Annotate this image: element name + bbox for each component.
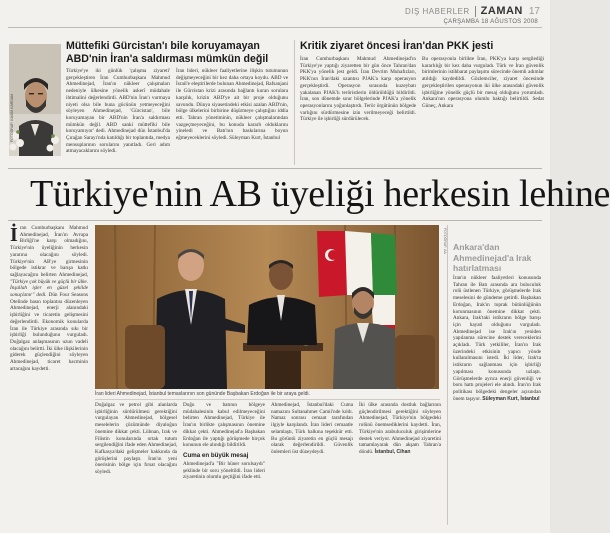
section-label: DIŞ HABERLER bbox=[404, 6, 470, 16]
issue-date: ÇARŞAMBA 18 AĞUSTOS 2008 bbox=[443, 19, 538, 25]
main-story-column-2: Doğalgaz ve petrol gibi alanlarda işbirliğinin sürdürülmesi gerektiğini vurgulayan Ahmedinejad, bölgesel meselelerin çözümünde diyaloğun önemine dikkat çekti. Lübnan, Irak ve Filistin konularında ortak tutum sergilendiğini ifade eden Ahmedinejad, Kafkasya'daki gelişmeler hakkında da görüşlerini paylaştı. İran'ın yeni önerisinin bölge için fırsat olacağını söyledi. bbox=[95, 402, 177, 476]
headline-rule bbox=[8, 220, 542, 221]
sidebar-signoff: Süleyman Kurt, İstanbul bbox=[482, 395, 540, 402]
column-divider bbox=[294, 40, 295, 165]
main-story-quote: "Türkiye çok büyük ve güçlü bir ülke. İnşallah işler en güzel şekilde sonuçlanır" dedi. bbox=[10, 278, 88, 299]
caption-rule bbox=[95, 399, 440, 400]
main-headline[interactable]: Türkiye'nin AB üyeliği herkesin lehine bbox=[30, 173, 610, 215]
page-number: 17 bbox=[528, 5, 540, 17]
photo-caption: İran lideri Ahmedinejad, İstanbul temaslarının son gününde Başbakan Erdoğan ile bir araya geldi. bbox=[95, 391, 310, 397]
sidebar-body: İran'ın nükleer faaliyetleri konusunda Tahran ile Batı arasında ara buluculuk rolü üstlenen Türkiye, görüşmelerde Irak meselesini de gündeme getirdi. Başbakan Erdoğan, Irak'ın toprak bütünlüğünün korunmasının önemine dikkat çekti. Ankara, Irak'taki istikrarın bölge barışı için hayati olduğunu vurguladı. Ahmedinejad ise Irak'ın yeniden yapılanma sürecine destek vereceklerini açıkladı. Türk yetkililer, İran'ın Irak üzerindeki etkisinin yapıcı yönde kullanılmasını istedi. İki lider, Irak'ta istikrarın sağlanması için işbirliği yapılması konusunda uzlaştı. Görüşmelerde ayrıca enerji güvenliği ve boru hattı projeleri ele alındı. İran'ın Irak politikası bölgedeki dengeler açısından önem taşıyor. bbox=[453, 275, 541, 402]
lead-story-2-column-1: İran Cumhurbaşkanı Mahmud Ahmedinejad'ın Türkiye'ye yaptığı ziyaretten bir gün önce Tahran'dan PKK'ya yönelik jest geldi. İran Devrim Muhafızları, PKK'nın İran'daki uzantısı PJAK'a karşı operasyon gerçekleştirdi. Operasyon sırasında kuzeybatı yakalanan PJAK'lı teröristlerin öldürüldüğü bildirildi. İran, son dönemde sınır bölgelerinde PJAK'a yönelik operasyonlarını yoğunlaştırdı. Terör örgütünün bölgede varlığını sürdürmesine izin verilmeyeceği belirtildi. Türkiye ile işbirliği sürdürülecek. bbox=[300, 56, 416, 123]
lead-story-2-headline[interactable]: Kritik ziyaret öncesi İran'dan PKK jesti bbox=[300, 40, 494, 52]
lead-story-1-column-2: İran lideri, nükleer faaliyetlerine ilişkin tutumunun değişmeyeceğini bir kez daha ortaya koydu. ABD ve İsrail'e eleştirilerde bulunan Ahmedinejad, Rafsanjani ile Gürcistan krizi arasında bağlantı kuran sorulara karşılık, krizin ABD'ye ait bir proje olduğunu savundu. Dünya siyasetindeki etkisi azalan ABD'nin, bölge ülkelerini birbirine düşürmeye çalıştığını iddia etti. Tahran yönetiminin, nükleer çalışmalarından vazgeçmeyeceğini, bu konuda kararlı olduklarını yineledi ve Batı'nın baskılarına boyun eğmeyeceklerini söyledi. Süleyman Kurt, İstanbul bbox=[176, 68, 288, 142]
main-story-column-5 bbox=[359, 402, 441, 527]
main-story-column-3 bbox=[183, 402, 265, 527]
lead-story-1-headline[interactable]: Müttefiki Gürcistan'ı bile koruyamayan ABD'nin İran'a saldırması mümkün değil bbox=[66, 40, 269, 65]
main-story-continued: Dün Four Seasons Otelinde basın toplantısı düzenleyen Ahmedinejad, enerji alanındaki işbirliğini ve ticaretin gelişmesini değerlendirdi. Ekonomik konularda İran ile Türkiye arasında sıkı bir işbirliği bulunduğunu vurguladı. Doğalgaz anlaşmasının uzun vadeli olacağını belirtti. İki ülke ilişkilerinin giderek güçlendiğini söyleyen Ahmedinejad, ticaret hacminin artacağını kaydetti. bbox=[10, 292, 88, 372]
main-story-subhead: Cuma en büyük mesaj bbox=[183, 451, 249, 459]
page-header bbox=[405, 4, 540, 18]
main-photo bbox=[95, 225, 439, 389]
main-photo-image bbox=[95, 225, 439, 389]
portrait-photo bbox=[9, 44, 61, 156]
header-divider bbox=[475, 6, 476, 17]
lead-story-1-column-1: Türkiye'ye iki günlük 'çalışma ziyareti' gerçekleştiren İran Cumhurbaşkanı Mahmud Ahmedinejad, İran'ın nükleer çalışmaları nedeniyle ülkesine yönelik askerî müdahale ihtimalini değerlendirdi. ABD'nin İran'ı vurmaya niyeti olsa bile buna gücünün yetmeyeceğini söyleyen Ahmedinejad, 'Gürcistan', bile koruyamayan bir ABD'nin İran'a saldırması mümkün değil. ABD sanki müttefiki bile koruyamıyor' dedi. Ahmedinejad dün İstanbul'da Çırağan Sarayı'nda katıldığı bir toplantıda, medya mensuplarının sorularını yanıtladı. Geri adım atmayacaklarını söyledi. bbox=[66, 68, 170, 155]
sidebar-text bbox=[453, 275, 541, 527]
section-rule bbox=[8, 168, 542, 169]
main-story-column-3-rest: Ahmedinejad'a "Bir hüner sorulsaydı" şeklinde bir soru yöneltildi. İran lideri ziyaretinin olumlu geçtiğini ifade etti. bbox=[183, 460, 265, 481]
portrait-image bbox=[9, 44, 61, 156]
main-story-intro: ran Cumhurbaşkanı Mahmud Ahmedinejad, İran'ın Avrupa Birliği'ne karşı olmadığını, Türkiye'nin üyeliğinin herkesin yararına olacağını söyledi. Türkiye'nin AB'ye girmesinin bölgede istikrar ve barışa katkı sağlayacağını belirten Ahmedinejad, bbox=[10, 225, 88, 278]
main-story-column-3-text: Doğu ve batının bölgeye müdahalesinin kabul edilmeyeceğini belirten Ahmedinejad, Türkiye ile İran'ın birlikte çalışmasının önemine dikkat çekti. Ahmedinejad'a Başbakan Erdoğan ile yaptığı görüşmede birçok konunun ele alındığı bildirildi. bbox=[183, 402, 265, 449]
main-story-signoff: İstanbul, Cihan bbox=[374, 448, 411, 455]
main-story-column-5-text: İki ülke arasında dostluk bağlarının güçlendirilmesi gerektiğini söyleyen Ahmedinejad, Türkiye'nin bölgedeki rolünü önemsediklerini kaydetti. İran, Türkiye'nin arabuluculuk girişimlerine destek veriyor. Ahmedinejad ziyaretini tamamlayarak dün akşam Tahran'a döndü. bbox=[359, 402, 441, 455]
header-rule bbox=[8, 27, 542, 28]
photo-credit: FOTOĞRAF: AA bbox=[443, 228, 447, 254]
lead-story-2-column-2: Bu operasyonla birlikte İran, PKK'ya karşı sergilediği kararlılığı bir kez daha vurguladı. Türk ve İran güvenlik birimlerinin istihbarat paylaşımı sürecinde önemli adımlar atıldığı kaydedildi. Gözlemciler, ziyaret öncesinde gerçekleştirilen operasyonun iki ülke arasındaki güvenlik işbirliğine yönelik güçlü bir mesaj olduğunu yorumladı. Ankara'nın operasyona olumlu baktığı belirtildi. Sedat Güneç, Ankara bbox=[422, 56, 544, 109]
sidebar-headline[interactable]: Ankara'dan Ahmedinejad'a Irak hatırlatması bbox=[453, 242, 532, 273]
drop-cap: İ bbox=[10, 224, 18, 246]
main-story-column-4: Ahmedinejad, İstanbul'daki Cuma namazını Sultanahmet Camii'nde kıldı. Namaz sonrası cemaat tarafından ilgiyle karşılandı. İran lideri cemaatle selamlaştı, Türk halkına teşekkür etti. Bu görüntü ziyaretin en güçlü mesajı olarak değerlendirildi. Güvenlik önlemleri üst düzeydeydi. bbox=[271, 402, 353, 455]
portrait-credit: FOTOĞRAF: KASIM KARDAM bbox=[10, 93, 14, 142]
sidebar-divider bbox=[447, 225, 448, 525]
masthead: ZAMAN bbox=[480, 5, 523, 17]
main-story-column-1 bbox=[10, 225, 88, 525]
